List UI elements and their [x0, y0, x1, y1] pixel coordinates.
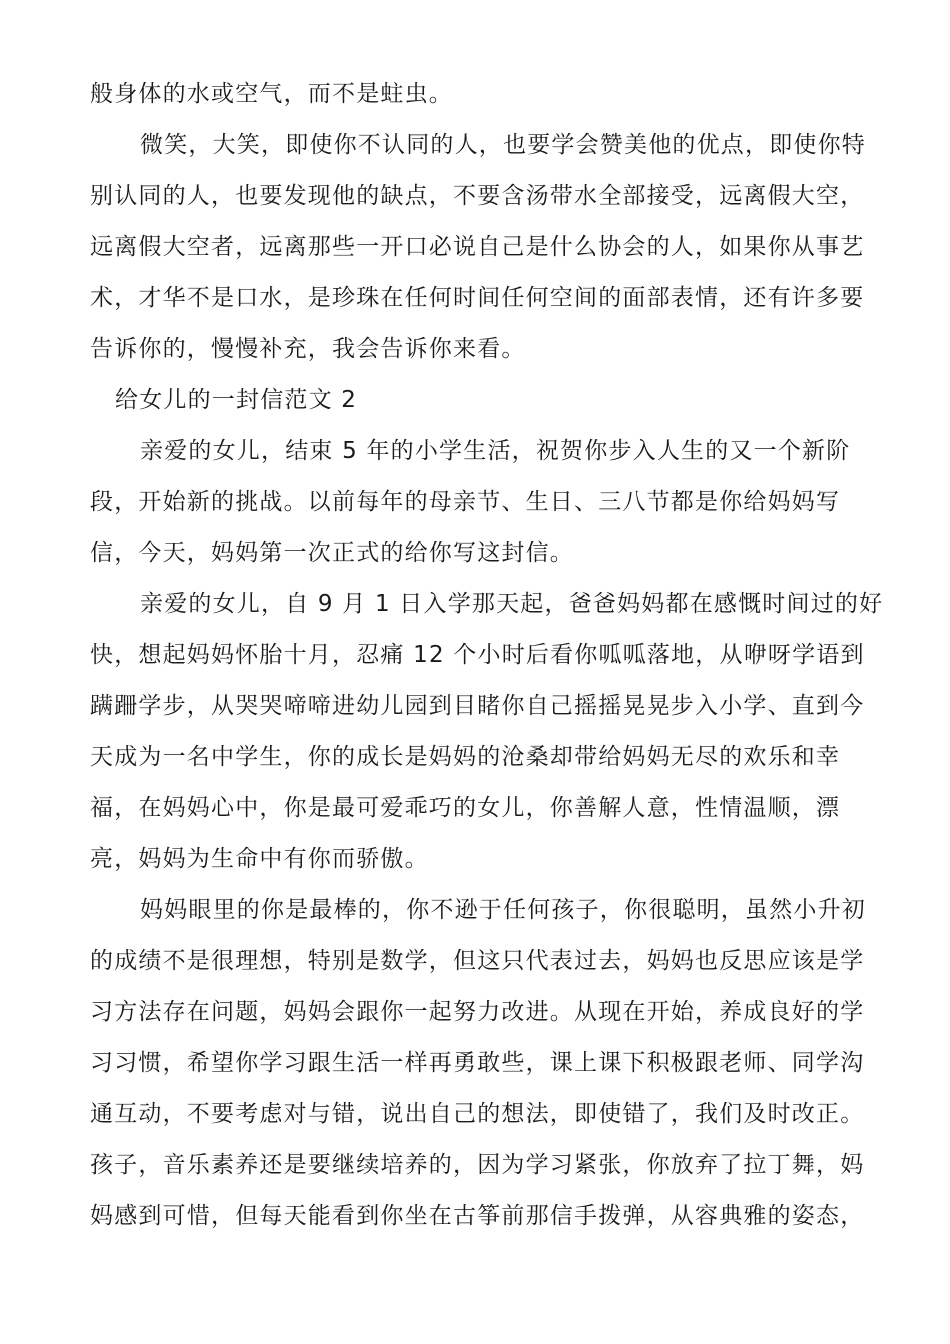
- text-line: 远离假大空者，远离那些一开口必说自己是什么协会的人，如果你从事艺: [90, 234, 865, 260]
- text-line: 段，开始新的挑战。以前每年的母亲节、生日、三八节都是你给妈妈写: [90, 489, 841, 515]
- paragraph-first-line: 亲爱的女儿，自 9 月 1 日入学那天起，爸爸妈妈都在感慨时间过的好: [140, 591, 884, 617]
- text-line: 亮，妈妈为生命中有你而骄傲。: [90, 846, 429, 872]
- text-line: 般身体的水或空气，而不是蛀虫。: [90, 81, 453, 107]
- text-line: 孩子，音乐素养还是要继续培养的，因为学习紧张，你放弃了拉丁舞，妈: [90, 1152, 865, 1178]
- text-line: 的成绩不是很理想，特别是数学，但这只代表过去，妈妈也反思应该是学: [90, 948, 865, 974]
- text-line: 妈感到可惜，但每天能看到你坐在古筝前那信手拨弹，从容典雅的姿态，: [90, 1203, 865, 1229]
- text-line: 术，才华不是口水，是珍珠在任何时间任何空间的面部表情，还有许多要: [90, 285, 865, 311]
- text-line: 蹒跚学步，从哭哭啼啼进幼儿园到目睹你自己摇摇晃晃步入小学、直到今: [90, 693, 865, 719]
- text-line: 习习惯，希望你学习跟生活一样再勇敢些，课上课下积极跟老师、同学沟: [90, 1050, 865, 1076]
- text-line: 天成为一名中学生，你的成长是妈妈的沧桑却带给妈妈无尽的欢乐和幸: [90, 744, 841, 770]
- paragraph-first-line: 妈妈眼里的你是最棒的，你不逊于任何孩子，你很聪明，虽然小升初: [140, 897, 866, 923]
- paragraph-first-line: 微笑，大笑，即使你不认同的人，也要学会赞美他的优点，即使你特: [140, 132, 866, 158]
- text-line: 别认同的人，也要发现他的缺点，不要含汤带水全部接受，远离假大空，: [90, 183, 865, 209]
- text-line: 习方法存在问题，妈妈会跟你一起努力改进。从现在开始，养成良好的学: [90, 999, 865, 1025]
- text-line: 快，想起妈妈怀胎十月，忍痛 12 个小时后看你呱呱落地，从咿呀学语到: [90, 642, 865, 668]
- text-line: 信，今天，妈妈第一次正式的给你写这封信。: [90, 540, 574, 566]
- text-line: 告诉你的，慢慢补充，我会告诉你来看。: [90, 336, 526, 362]
- section-heading: 给女儿的一封信范文 2: [115, 387, 358, 413]
- text-line: 福，在妈妈心中，你是最可爱乖巧的女儿，你善解人意，性情温顺，漂: [90, 795, 841, 821]
- paragraph-first-line: 亲爱的女儿，结束 5 年的小学生活，祝贺你步入人生的又一个新阶: [140, 438, 851, 464]
- text-line: 通互动，不要考虑对与错，说出自己的想法，即使错了，我们及时改正。: [90, 1101, 865, 1127]
